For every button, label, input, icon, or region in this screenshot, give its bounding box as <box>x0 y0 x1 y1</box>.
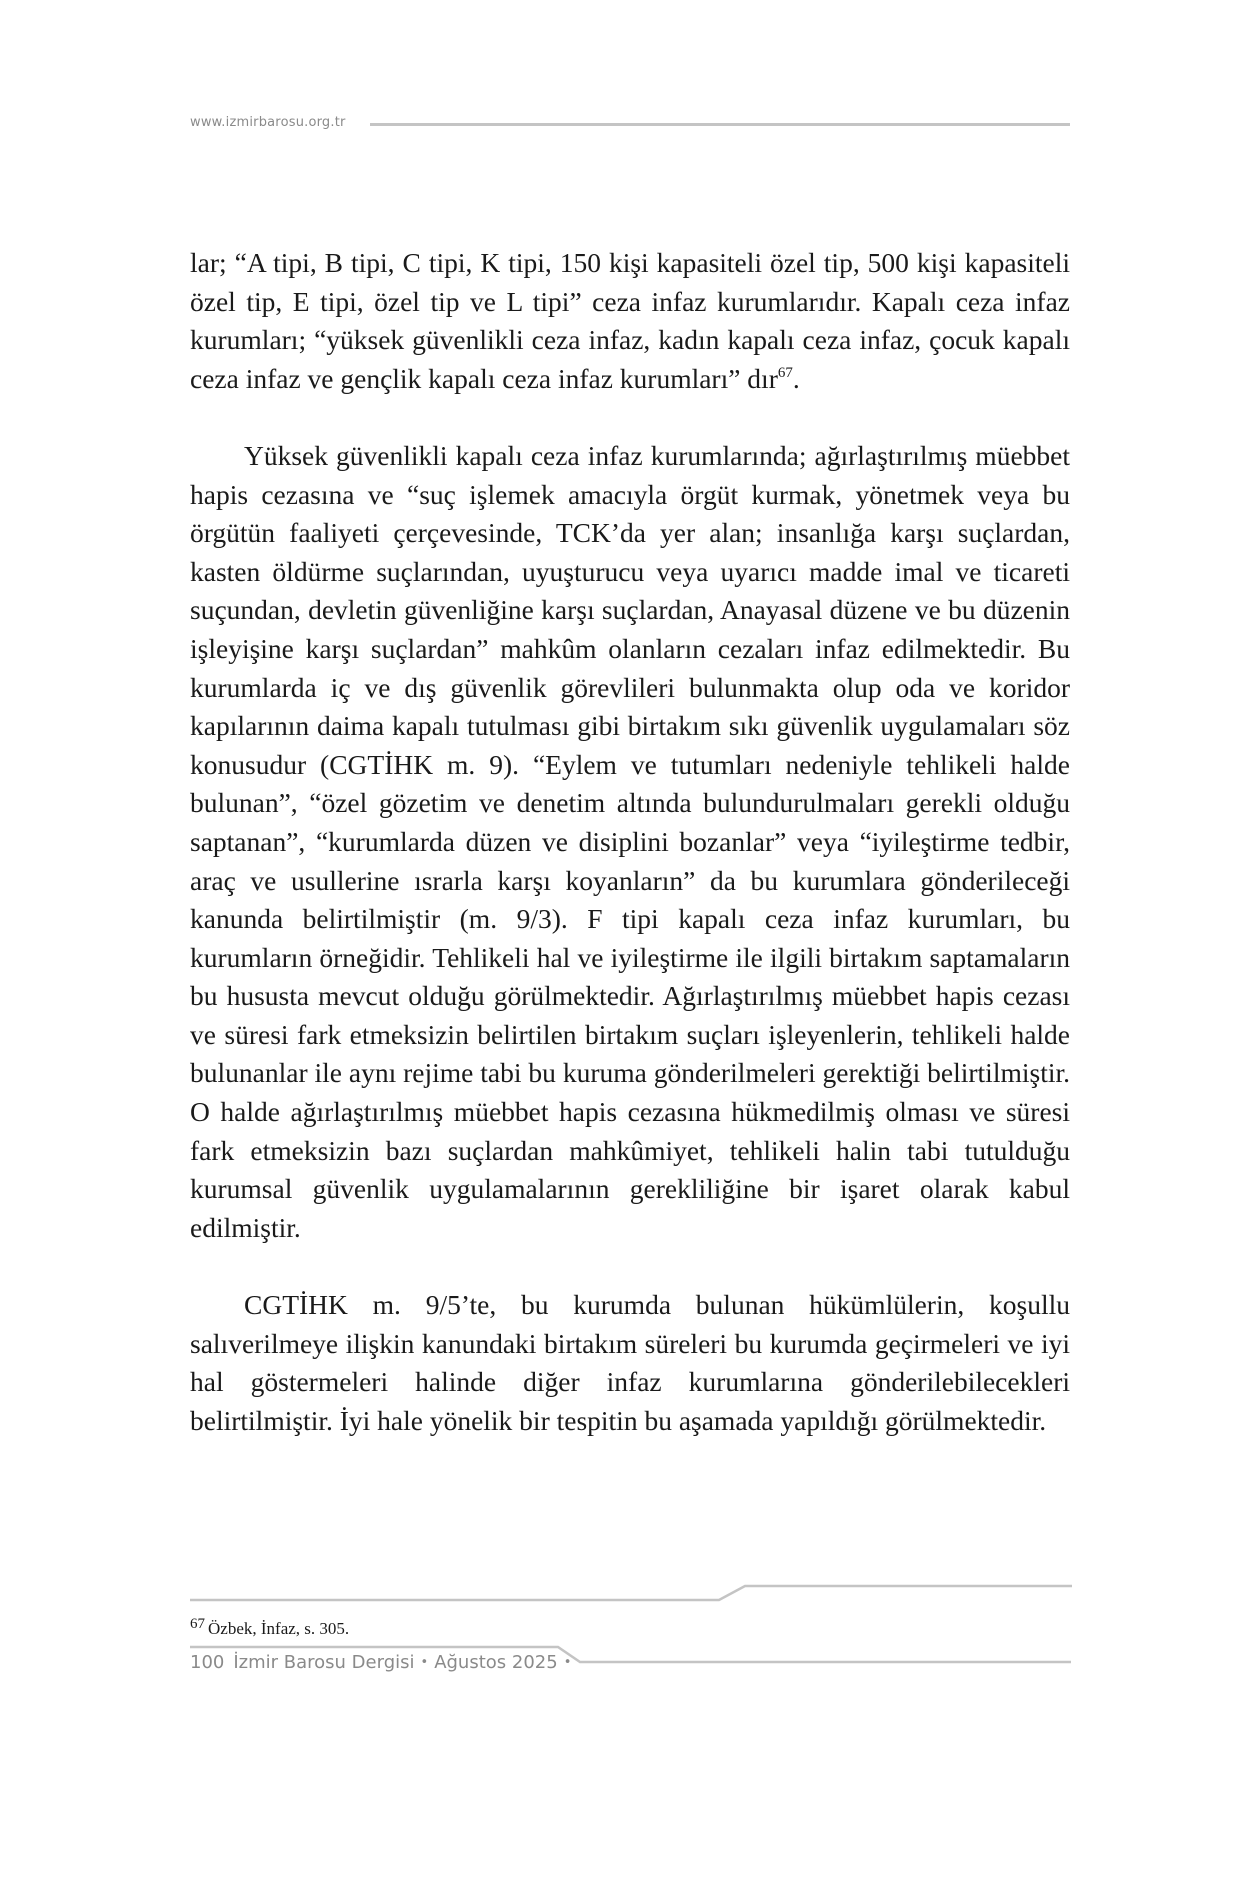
footnote-separator-rule <box>190 1586 1072 1600</box>
footnote-67 <box>190 1612 349 1641</box>
page-footer <box>190 1651 577 1675</box>
footnote-reference-67[interactable]: 67 <box>777 364 793 381</box>
header-website-url: www.izmirbarosu.org.tr <box>190 115 346 130</box>
issue-date: Ağustos 2025 <box>434 1652 558 1673</box>
paragraph-1-tail: . <box>792 362 800 394</box>
page-number: 100 <box>190 1652 225 1673</box>
footnote-text: Özbek, İnfaz, s. 305. <box>208 1619 350 1638</box>
separator-dot-trailing: • <box>563 1655 572 1670</box>
footnote-number: 67 <box>190 1616 205 1632</box>
paragraph-2: Yüksek güvenlikli kapalı ceza infaz kurumlarında; ağırlaştırılmış müebbet hapis cezasına ve “suç işlemek amacıyla örgüt kurmak, yönetmek veya bu örgütün faaliyeti çerçevesinde, TCK’da yer alan; insanlığa karşı suçlardan, kasten öldürme suçlarından, uyuşturucu veya uyarıcı madde imal ve ticareti suçundan, devletin güvenliğine karşı suçlardan, Anayasal düzene ve bu düzenin işleyişine karşı suçlardan” mahkûm olanların cezaları infaz edilmektedir. Bu kurumlarda iç ve dış güvenlik görevlileri bulunmakta olup oda ve koridor kapılarının daima kapalı tutulması gibi birtakım sıkı güvenlik uygulamaları söz konusudur (CGTİHK m. 9). “Eylem ve tutumları nedeniyle tehlikeli halde bulunan”, “özel gözetim ve denetim altında bulundurulmaları gerekli olduğu saptanan”, “kurumlarda düzen ve disiplini bozanlar” veya “iyileştirme tedbir, araç ve usullerine ısrarla karşı koyanların” da bu kurumlara gönderileceği kanunda belirtilmiştir (m. 9/3). F tipi kapalı ceza infaz kurumları, bu kurumların örneğidir. Tehlikeli hal ve iyileştirme ile ilgili birtakım saptamaların bu hususta mevcut olduğu görülmektedir. Ağırlaştırılmış müebbet hapis cezası ve süresi fark etmeksizin belirtilen birtakım suçları işleyenlerin, tehlikeli halde bulunanlar ile aynı rejime tabi bu kuruma gönderilmeleri gerektiği belirtilmiştir. O halde ağırlaştırılmış müebbet hapis cezasına hükmedilmiş olması ve süresi fark etmeksizin bazı suçlardan mahkûmiyet, tehlikeli halin tabi tutulduğu kurumsal güvenlik uygulamalarının gerekliliğine bir işaret olarak kabul edilmiştir. <box>190 439 1070 1243</box>
journal-name: İzmir Barosu Dergisi <box>233 1652 415 1673</box>
paragraph-3: CGTİHK m. 9/5’te, bu kurumda bulunan hükümlülerin, koşullu salıverilmeye ilişkin kanundaki birtakım süreleri bu kurumda geçirmeleri ve iyi hal göstermeleri halinde diğer infaz kurumlarına gönderilebilecekleri belirtilmiştir. İyi hale yönelik bir tespitin bu aşamada yapıldığı görülmektedir. <box>190 1289 1070 1436</box>
paragraph-1-text: lar; “A tipi, B tipi, C tipi, K tipi, 150 kişi kapasiteli özel tip, 500 kişi kapasiteli özel tip, E tipi, özel tip ve L tipi” ceza infaz kurumlarıdır. Kapalı ceza infaz kurumları; “yüksek güvenlikli ceza infaz, kadın kapalı ceza infaz, çocuk kapalı ceza infaz ve gençlik kapalı ceza infaz kurumları” dır <box>190 247 1070 394</box>
separator-dot: • <box>420 1655 429 1670</box>
